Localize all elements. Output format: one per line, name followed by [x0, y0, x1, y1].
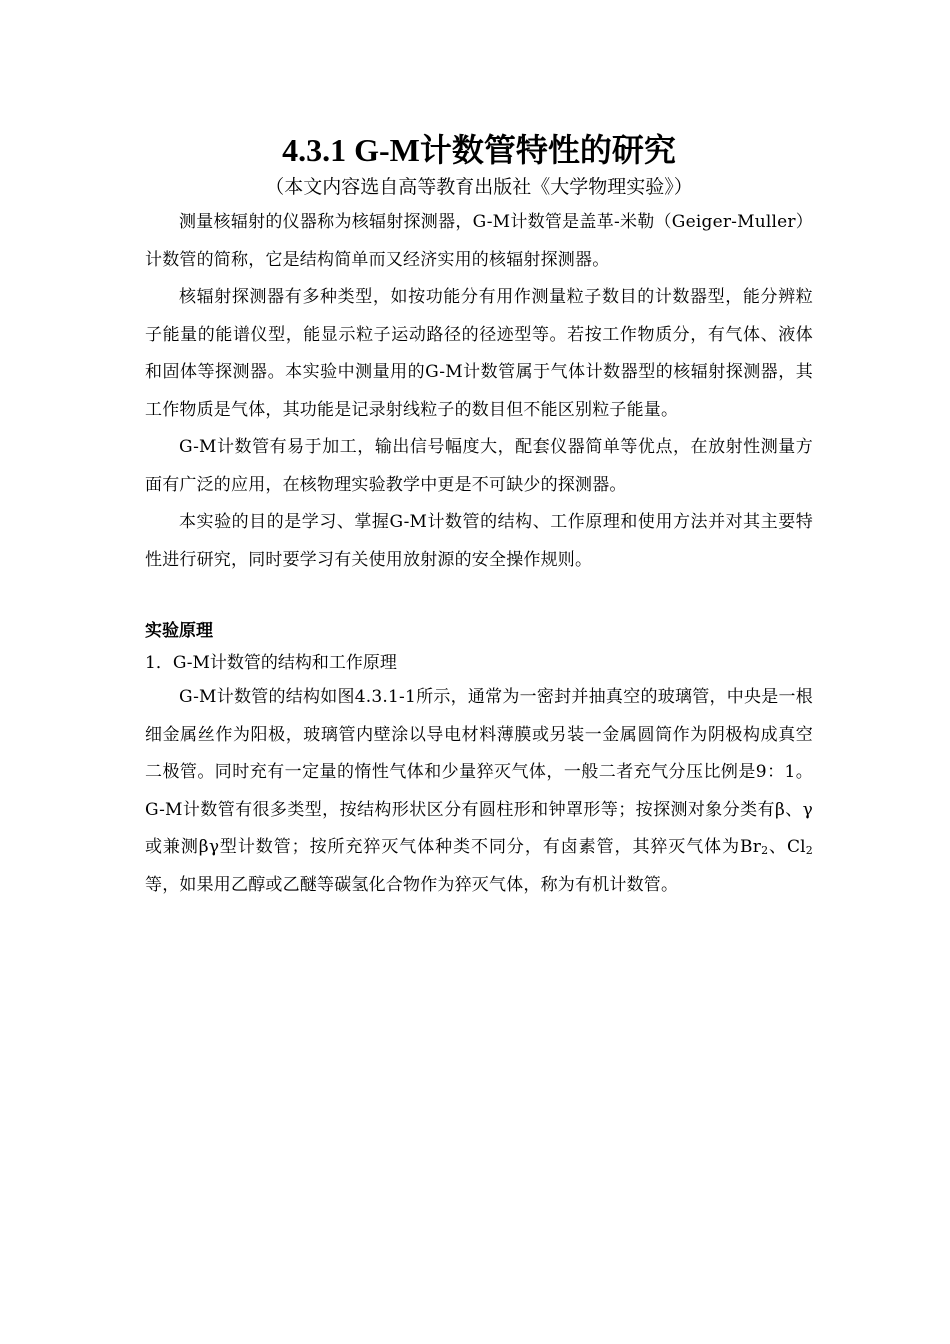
structure-text-sep: 、Cl [768, 837, 806, 857]
page-title: 4.3.1 G-M计数管特性的研究 [282, 132, 676, 168]
section-heading-principle: 实验原理 [145, 621, 213, 641]
document-page [145, 128, 813, 904]
source-note: （本文内容选自高等教育出版社《大学物理实验》） [265, 176, 693, 198]
subsection-heading-structure: 1．G-M计数管的结构和工作原理 [145, 653, 397, 673]
intro-paragraph-1: 测量核辐射的仪器称为核辐射探测器，G-M计数管是盖革-米勒（Geiger-Muller）计数管的简称，它是结构简单而又经济实用的核辐射探测器。 [145, 212, 813, 270]
subscript-br: 2 [761, 844, 769, 857]
structure-text-part1: G-M计数管的结构如图4.3.1-1所示，通常为一密封并抽真空的玻璃管，中央是一根细金属丝作为阳极，玻璃管内壁涂以导电材料薄膜或另装一金属圆筒作为阴极构成真空二极管。同时充有一定量的惰性气体和少量猝灭气体，一般二者充气分压比例是9：1。G-M计数管有很多类型，按结构形状区分有圆柱形和钟罩形等；按探测对象分类有β、γ或兼测βγ型计数管；按所充猝灭气体种类不同分，有卤素管，其猝灭气体为Br [145, 687, 813, 857]
structure-text-part2: 等，如果用乙醇或乙醚等碳氢化合物作为猝灭气体，称为有机计数管。 [145, 874, 679, 895]
intro-paragraph-4: 本实验的目的是学习、掌握G-M计数管的结构、工作原理和使用方法并对其主要特性进行研究，同时要学习有关使用放射源的安全操作规则。 [145, 512, 813, 570]
structure-paragraph [145, 679, 813, 904]
subscript-cl: 2 [805, 844, 813, 857]
intro-paragraph-2: 核辐射探测器有多种类型，如按功能分有用作测量粒子数目的计数器型，能分辨粒子能量的能谱仪型，能显示粒子运动路径的径迹型等。若按工作物质分，有气体、液体和固体等探测器。本实验中测量用的G-M计数管属于气体计数器型的核辐射探测器，其工作物质是气体，其功能是记录射线粒子的数目但不能区别粒子能量。 [145, 287, 813, 420]
intro-paragraph-3: G-M计数管有易于加工，输出信号幅度大，配套仪器简单等优点，在放射性测量方面有广泛的应用，在核物理实验教学中更是不可缺少的探测器。 [145, 437, 813, 495]
